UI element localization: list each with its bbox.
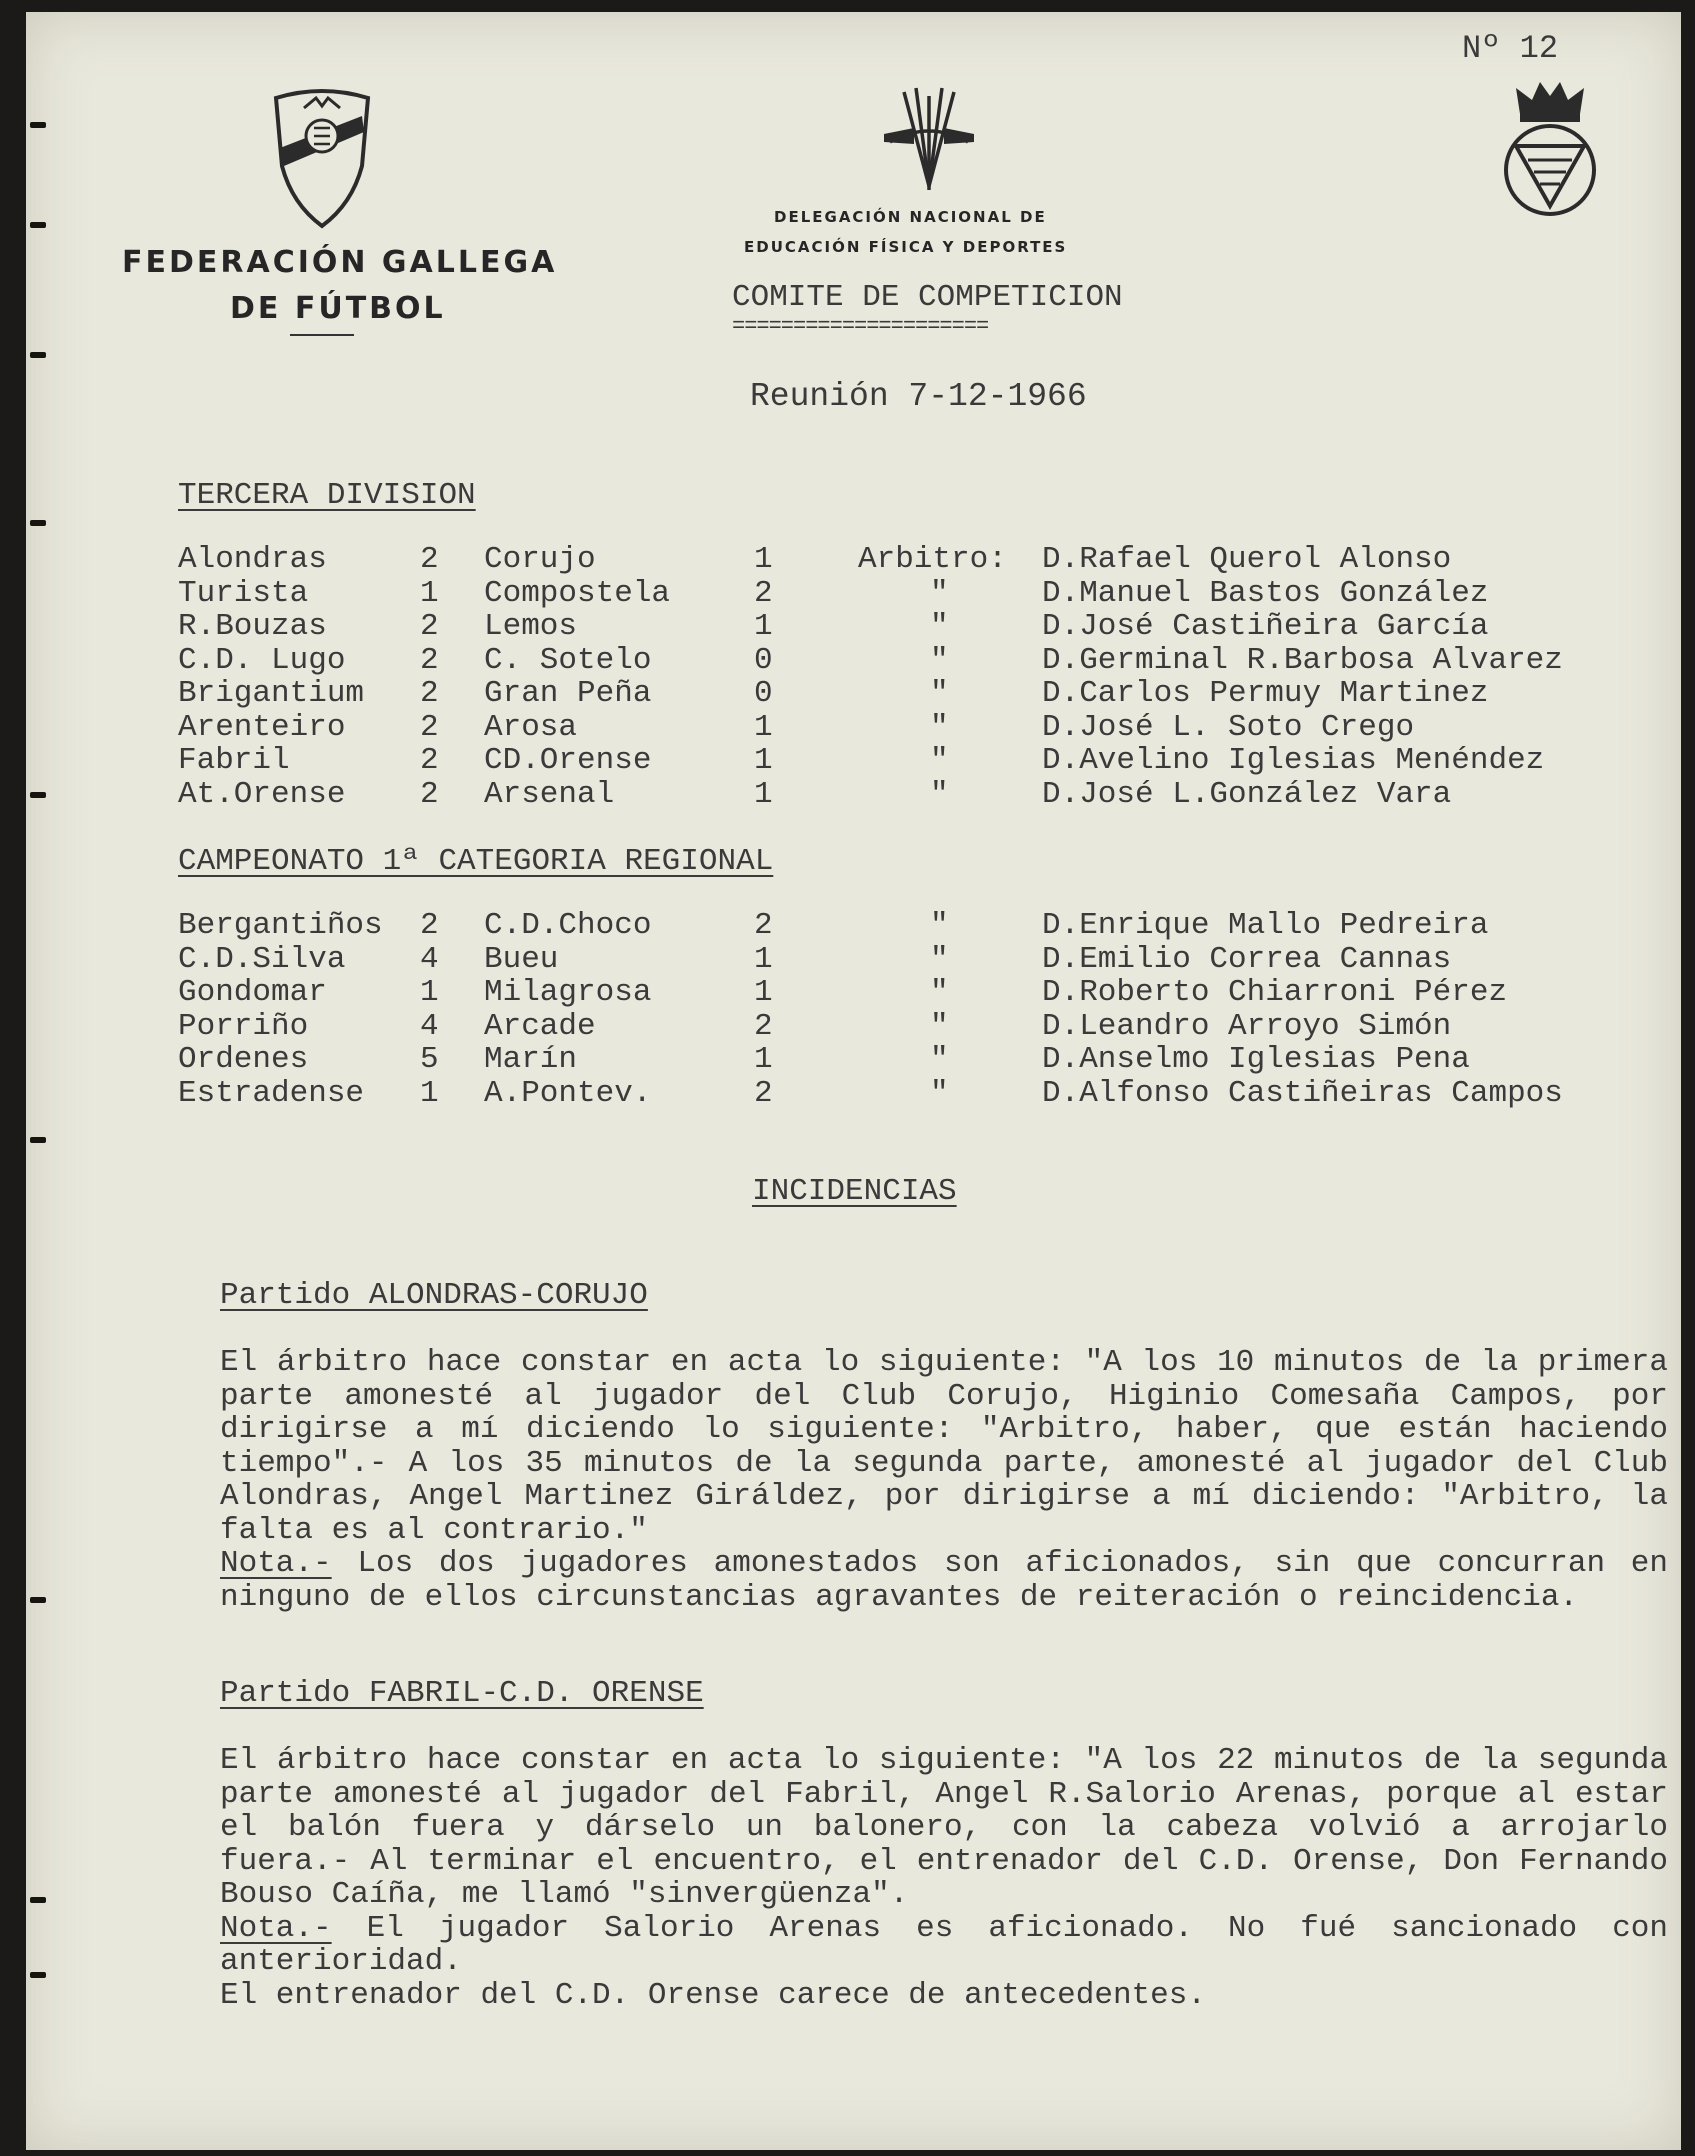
binder-hole [30, 222, 46, 228]
yoke-arrows-icon [884, 82, 974, 194]
cell-mark: " [930, 776, 949, 812]
binder-hole [30, 792, 46, 798]
cell-as: 1 [754, 941, 773, 977]
match1-note-label: Nota.- [220, 1546, 332, 1581]
cell-home: Bergantiños [178, 908, 383, 943]
cell-home: Ordenes [178, 1042, 309, 1077]
cell-away: Arosa [484, 709, 578, 745]
federation-shield-icon [270, 88, 374, 230]
cell-referee: D.Emilio Correa Cannas [1042, 941, 1452, 977]
binder-hole [30, 122, 46, 128]
cell-away: Marín [484, 1042, 578, 1077]
cell-as: 1 [754, 743, 773, 778]
delegation-line2: EDUCACIÓN FÍSICA Y DEPORTES [744, 238, 1068, 256]
cell-referee: D.Germinal R.Barbosa Alvarez [1042, 642, 1563, 678]
cell-away: C.D.Choco [484, 908, 652, 943]
cell-as: 0 [754, 676, 773, 711]
cell-as: 1 [754, 776, 773, 812]
match2-note-text: El jugador Salorio Arenas es aficionado. No fué sancionado con anterioridad. [220, 1910, 1668, 1979]
divider [290, 334, 354, 336]
cell-referee: D.José L.González Vara [1042, 776, 1452, 812]
result-row [178, 1042, 1658, 1076]
result-row [178, 643, 1658, 677]
cell-referee: D.Leandro Arroyo Simón [1042, 1008, 1452, 1044]
committee-rule: ===================== [732, 314, 989, 339]
cell-referee: D.Avelino Iglesias Menéndez [1042, 743, 1545, 778]
federation-name-line2: DE FÚTBOL [230, 291, 446, 326]
cell-home: C.D. Lugo [178, 642, 346, 678]
binder-hole [30, 1972, 46, 1978]
cell-as: 1 [754, 975, 773, 1010]
cell-away: Arcade [484, 1008, 596, 1044]
result-row [178, 676, 1658, 710]
cell-mark: " [930, 1075, 949, 1111]
cell-mark: " [930, 575, 949, 611]
cell-away: Corujo [484, 542, 596, 577]
cell-as: 1 [754, 542, 773, 577]
cell-away: Bueu [484, 941, 559, 977]
document-number: Nº 12 [1462, 30, 1559, 67]
cell-referee: D.Anselmo Iglesias Pena [1042, 1042, 1470, 1077]
meeting-date: Reunión 7-12-1966 [750, 378, 1087, 415]
cell-mark: " [930, 1042, 949, 1077]
crowned-crest-icon [1498, 74, 1602, 224]
cell-home: At.Orense [178, 776, 346, 812]
federation-name-line1: FEDERACIÓN GALLEGA [122, 245, 558, 280]
binder-hole [30, 352, 46, 358]
cell-away: Milagrosa [484, 975, 652, 1010]
cell-hs: 2 [420, 776, 439, 812]
cell-mark: Arbitro: [858, 542, 1007, 577]
result-row [178, 576, 1658, 610]
binder-hole [30, 1897, 46, 1903]
cell-away: Gran Peña [484, 676, 652, 711]
cell-as: 2 [754, 1008, 773, 1044]
cell-mark: " [930, 709, 949, 745]
cell-as: 1 [754, 709, 773, 745]
cell-referee: D.José L. Soto Crego [1042, 709, 1415, 745]
binder-hole [30, 520, 46, 526]
match1-report [178, 1346, 1668, 1614]
cell-away: A.Pontev. [484, 1075, 652, 1111]
result-row [178, 710, 1658, 744]
delegation-line1: DELEGACIÓN NACIONAL DE [774, 208, 1047, 226]
cell-away: C. Sotelo [484, 642, 652, 678]
cell-referee: D.Carlos Permuy Martinez [1042, 676, 1489, 711]
binder-hole [30, 1597, 46, 1603]
cell-hs: 1 [420, 1075, 439, 1111]
cell-home: Fabril [178, 743, 290, 778]
cell-mark: " [930, 975, 949, 1010]
cell-as: 2 [754, 908, 773, 943]
cell-mark: " [930, 609, 949, 644]
result-row [178, 1076, 1658, 1110]
cell-home: Alondras [178, 542, 327, 577]
cell-home: C.D.Silva [178, 941, 346, 977]
cell-hs: 4 [420, 1008, 439, 1044]
match2-note-label: Nota.- [220, 1910, 332, 1946]
cell-mark: " [930, 743, 949, 778]
document-page [26, 12, 1681, 2150]
match1-body: El árbitro hace constar en acta lo siguiente: "A los 10 minutos de la primera parte amonesté al jugador del Club Corujo, Higinio Comesaña Campos, por dirigirse a mí diciendo lo siguiente: "Arbitro, haber, que están haciendo tiempo".- A los 35 minutos de la segunda parte, amonesté al jugador del Club Alondras, Angel Martinez Giráldez, por dirigirse a mí diciendo: "Arbitro, la falta es al contrario." [220, 1345, 1668, 1548]
cell-referee: D.Enrique Mallo Pedreira [1042, 908, 1489, 943]
match1-note-text: Los dos jugadores amonestados son aficionados, sin que concurran en ninguno de ellos circunstancias agravantes de reiteración o reincidencia. [220, 1546, 1669, 1615]
section-title-regional: CAMPEONATO 1ª CATEGORIA REGIONAL [178, 844, 774, 879]
cell-mark: " [930, 676, 949, 711]
cell-as: 2 [754, 1075, 773, 1111]
cell-away: Lemos [484, 609, 578, 644]
cell-referee: D.José Castiñeira García [1042, 609, 1489, 644]
result-row [178, 908, 1658, 942]
cell-hs: 2 [420, 709, 439, 745]
match1-note [178, 1547, 1668, 1614]
cell-referee: D.Rafael Querol Alonso [1042, 542, 1452, 577]
match2-note [178, 1912, 1668, 1979]
section-title-incidencias: INCIDENCIAS [752, 1174, 957, 1209]
cell-as: 1 [754, 1042, 773, 1077]
cell-away: Arsenal [484, 776, 615, 812]
cell-home: Estradense [178, 1075, 365, 1111]
cell-hs: 2 [420, 542, 439, 577]
cell-as: 2 [754, 575, 773, 611]
result-row [178, 609, 1658, 643]
cell-home: Porriño [178, 1008, 309, 1044]
result-row [178, 975, 1658, 1009]
cell-mark: " [930, 941, 949, 977]
cell-hs: 2 [420, 743, 439, 778]
match2-body: El árbitro hace constar en acta lo siguiente: "A los 22 minutos de la segunda parte amonesté al jugador del Fabril, Angel R.Salorio Arenas, porque al estar el balón fuera y dárselo un balonero, con la cabeza volvió a arrojarlo fuera.- Al terminar el encuentro, el entrenador del C.D. Orense, Don Fernando Bouso Caíña, me llamó "sinvergüenza". [220, 1743, 1668, 1912]
cell-hs: 2 [420, 609, 439, 644]
cell-home: Turista [178, 575, 309, 611]
cell-home: Gondomar [178, 975, 327, 1010]
match2-title: Partido FABRIL-C.D. ORENSE [220, 1676, 704, 1711]
committee-title: COMITE DE COMPETICION [732, 280, 1123, 315]
cell-home: R.Bouzas [178, 609, 327, 644]
cell-referee: D.Manuel Bastos González [1042, 575, 1489, 611]
cell-referee: D.Alfonso Castiñeiras Campos [1042, 1075, 1563, 1111]
match2-extra: El entrenador del C.D. Orense carece de antecedentes. [220, 1977, 1206, 2013]
cell-hs: 2 [420, 908, 439, 943]
match2-report [178, 1744, 1668, 2012]
cell-mark: " [930, 642, 949, 678]
cell-hs: 1 [420, 975, 439, 1010]
cell-hs: 5 [420, 1042, 439, 1077]
binder-hole [30, 1137, 46, 1143]
match1-title: Partido ALONDRAS-CORUJO [220, 1278, 648, 1313]
cell-away: Compostela [484, 575, 671, 611]
cell-as: 1 [754, 609, 773, 644]
result-row [178, 942, 1658, 976]
cell-hs: 2 [420, 676, 439, 711]
cell-hs: 2 [420, 642, 439, 678]
cell-referee: D.Roberto Chiarroni Pérez [1042, 975, 1508, 1010]
result-row [178, 777, 1658, 811]
cell-away: CD.Orense [484, 743, 652, 778]
result-row [178, 1009, 1658, 1043]
cell-hs: 1 [420, 575, 439, 611]
cell-as: 0 [754, 642, 773, 678]
cell-hs: 4 [420, 941, 439, 977]
result-row [178, 743, 1658, 777]
cell-home: Brigantium [178, 676, 365, 711]
cell-mark: " [930, 1008, 949, 1044]
cell-home: Arenteiro [178, 709, 346, 745]
result-row [178, 542, 1658, 576]
section-title-tercera: TERCERA DIVISION [178, 478, 476, 513]
cell-mark: " [930, 908, 949, 943]
